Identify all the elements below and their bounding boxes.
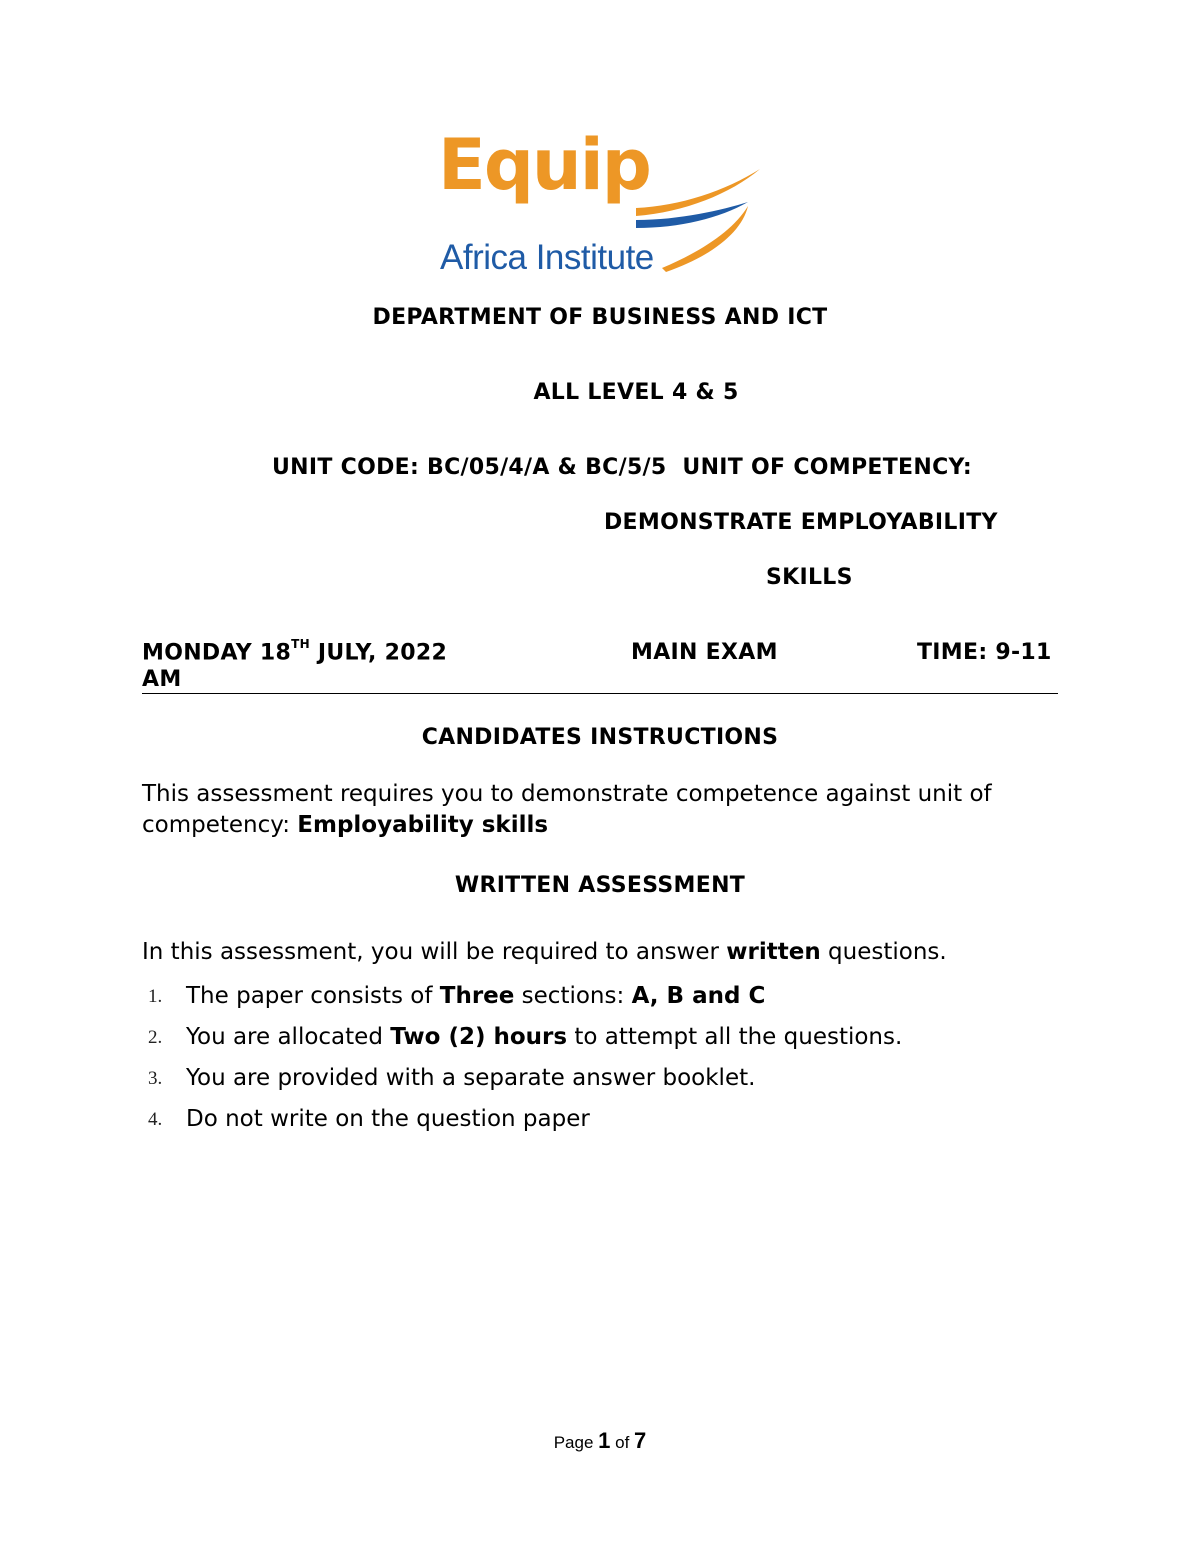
logo-subtitle-text: Africa Institute bbox=[440, 238, 654, 277]
instructions-heading: CANDIDATES INSTRUCTIONS bbox=[421, 725, 779, 750]
page-footer bbox=[0, 1428, 1200, 1454]
total-pages-number: 7 bbox=[634, 1428, 647, 1453]
page-of-label: of bbox=[610, 1433, 635, 1452]
instruction-list bbox=[142, 978, 1042, 1142]
list-item-number: 4. bbox=[148, 1109, 163, 1130]
list-item-text: sections: bbox=[514, 983, 632, 1009]
written-lead-prefix: In this assessment, you will be required to answer bbox=[142, 939, 727, 965]
exam-date bbox=[142, 637, 448, 666]
exam-time: TIME: 9-11 bbox=[917, 640, 1052, 665]
list-item-text: You are provided with a separate answer booklet. bbox=[186, 1065, 756, 1091]
written-assessment-heading: WRITTEN ASSESSMENT bbox=[454, 873, 746, 898]
intro-prefix: competency: bbox=[142, 812, 298, 838]
unit-code-line: UNIT CODE: BC/05/4/A & BC/5/5 UNIT OF COMPETENCY: bbox=[272, 455, 972, 480]
list-item-text: The paper consists of bbox=[186, 983, 440, 1009]
competency-line-1: DEMONSTRATE EMPLOYABILITY bbox=[604, 510, 998, 535]
header-divider bbox=[142, 693, 1058, 694]
written-lead-suffix: questions. bbox=[820, 939, 947, 965]
current-page-number: 1 bbox=[598, 1428, 611, 1453]
list-item bbox=[142, 978, 1042, 1019]
intro-unit-name: Employability skills bbox=[297, 812, 549, 838]
list-item-text: to attempt all the questions. bbox=[567, 1024, 903, 1050]
list-item-bold: Two (2) hours bbox=[390, 1024, 568, 1050]
list-item bbox=[142, 1060, 1042, 1101]
competency-line-2: SKILLS bbox=[766, 565, 853, 590]
exam-time-wrap: AM bbox=[142, 667, 182, 692]
list-item-bold: Three bbox=[439, 983, 515, 1009]
list-item-number: 1. bbox=[148, 986, 163, 1007]
list-item bbox=[142, 1019, 1042, 1060]
instructions-intro-line2 bbox=[142, 812, 548, 838]
written-lead bbox=[142, 939, 947, 965]
department-heading: DEPARTMENT OF BUSINESS AND ICT bbox=[372, 305, 828, 330]
list-item-text: You are allocated bbox=[186, 1024, 391, 1050]
list-item-bold: A, B and C bbox=[631, 983, 766, 1009]
logo-brand-text: Equip bbox=[438, 124, 650, 206]
exam-date-day: MONDAY 18 bbox=[142, 640, 292, 666]
page-label: Page bbox=[553, 1433, 599, 1452]
list-item-number: 3. bbox=[148, 1068, 163, 1089]
exam-type: MAIN EXAM bbox=[631, 640, 778, 665]
exam-date-ordinal: TH bbox=[291, 637, 310, 651]
instructions-intro-line1: This assessment requires you to demonstrate competence against unit of bbox=[142, 781, 992, 807]
institute-logo bbox=[430, 124, 770, 280]
list-item-text: Do not write on the question paper bbox=[186, 1106, 590, 1132]
level-heading: ALL LEVEL 4 & 5 bbox=[533, 380, 739, 405]
exam-date-month-year: JULY, 2022 bbox=[309, 640, 448, 666]
list-item-number: 2. bbox=[148, 1027, 163, 1048]
written-lead-bold: written bbox=[726, 939, 821, 965]
list-item bbox=[142, 1101, 1042, 1142]
